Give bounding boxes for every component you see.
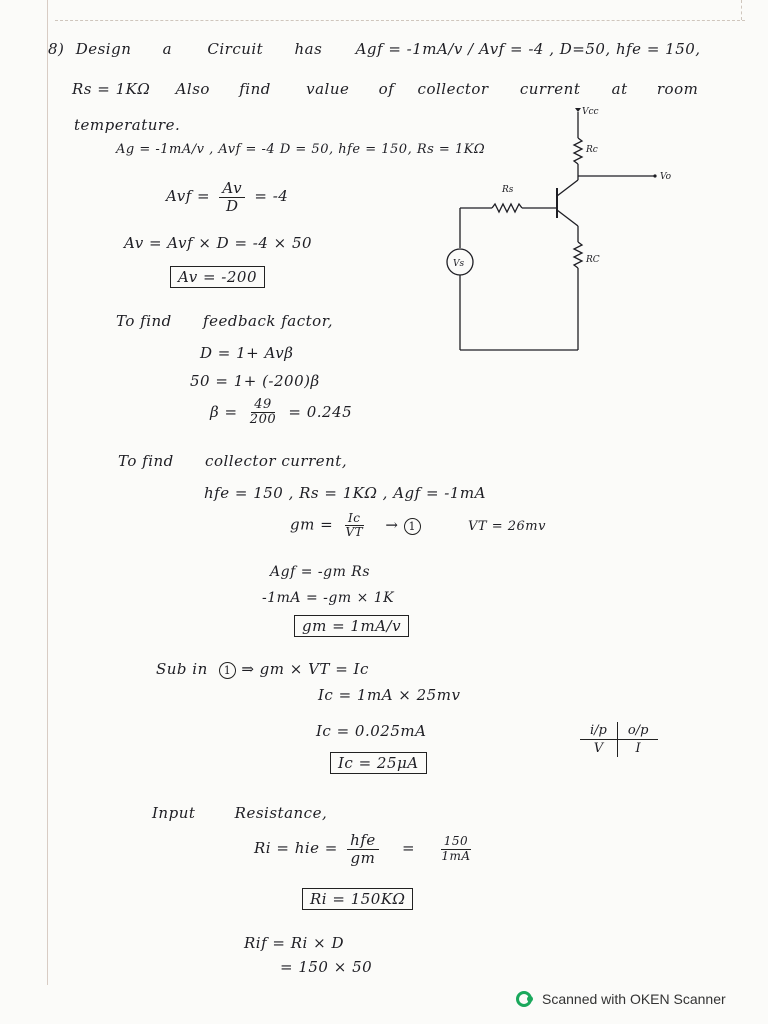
equation-number-1: 1 — [404, 518, 421, 535]
ri-fraction-1: $\frac{\text{hfe}}{gm}$ — [347, 832, 379, 866]
vcc-arrow-icon — [575, 108, 581, 112]
ri-result-box: Ri = 150KΩ — [302, 888, 413, 910]
ri-equation: Ri = hie = $\frac{\text{hfe}}{gm}$ = $\frac{150}{1mA}$ — [254, 832, 478, 866]
io-table — [580, 722, 658, 757]
top-rule — [55, 20, 745, 21]
margin-line — [47, 0, 48, 985]
given-values: Ag = -1mA/v , Avf = -4 D = 50, hfe = 150, Rs = 1KΩ — [116, 142, 486, 157]
gm-result-box: gm = 1mA/v — [294, 615, 409, 637]
output-terminal-icon — [653, 174, 656, 177]
transistor-collector — [557, 180, 578, 196]
feedback-heading: To find feedback factor, — [116, 312, 334, 330]
avf-fraction: $\frac{Av}{D}$ — [219, 180, 245, 214]
question-line-1: 8) Design a Circuit has Agf = -1mA/v / Avf = -4 , D=50, hfe = 150, — [48, 40, 701, 58]
vs-label: Vs — [453, 259, 465, 269]
ic-equation-2: Ic = 0.025mA — [316, 722, 427, 740]
ic-equation-1: Ic = 1mA × 25mv — [318, 686, 461, 704]
ri-fraction-2: $\frac{150}{1mA}$ — [441, 834, 471, 863]
re-label: RC — [586, 255, 600, 265]
rc-top-resistor — [574, 138, 582, 164]
transistor-emitter — [557, 210, 578, 226]
equation-number-1-ref: 1 — [219, 662, 236, 679]
gm-equation: gm = $\frac{Ic}{VT}$ → 1 VT = 26mv — [290, 511, 546, 540]
input-resistance-heading: Input Resistance, — [152, 804, 328, 822]
rs-label: Rs — [502, 185, 514, 195]
io-header-output: o/p — [617, 722, 658, 740]
circuit-diagram — [440, 100, 680, 362]
re-resistor — [574, 242, 582, 268]
question-line-3: temperature. — [74, 116, 181, 134]
params-line: hfe = 150 , Rs = 1KΩ , Agf = -1mA — [204, 484, 486, 502]
rs-resistor — [492, 204, 522, 212]
beta-fraction: $\frac{49}{200}$ — [249, 397, 277, 428]
d-equation: D = 1+ Avβ — [200, 344, 294, 362]
rif-equation-2: = 150 × 50 — [280, 958, 373, 976]
av-equation: Av = Avf × D = -4 × 50 — [124, 234, 313, 252]
oken-logo-icon — [516, 990, 534, 1008]
vo-label: Vo — [660, 172, 672, 182]
rif-equation-1: Rif = Ri × D — [244, 934, 344, 952]
beta-equation: β = $\frac{49}{200}$ = 0.245 — [210, 397, 353, 428]
avf-equation: Avf = $\frac{Av}{D}$ = -4 — [166, 179, 289, 215]
vcc-label: Vcc — [582, 107, 599, 117]
collector-heading: To find collector current, — [118, 452, 348, 470]
fifty-equation: 50 = 1+ (-200)β — [190, 372, 320, 390]
io-value-output: I — [635, 741, 641, 756]
scanner-watermark — [516, 990, 726, 1008]
ic-result-box: Ic = 25μA — [330, 752, 427, 774]
right-rule — [741, 0, 742, 20]
agf-equation: Agf = -gm Rs — [270, 564, 371, 580]
sub-equation: Sub in 1 ⇒ gm × VT = Ic — [156, 660, 369, 678]
io-header-input: i/p — [580, 722, 617, 740]
rc-top-label: Rc — [586, 145, 598, 155]
io-value-input: V — [580, 740, 617, 758]
gm-fraction: $\frac{Ic}{VT}$ — [345, 511, 364, 540]
question-number: 8) — [48, 40, 65, 58]
question-line-2: Rs = 1KΩ Also find value of collector current at room — [72, 80, 699, 98]
footer-text: Scanned with OKEN Scanner — [542, 991, 726, 1007]
av-result-box: Av = -200 — [170, 266, 265, 288]
neg1ma-equation: -1mA = -gm × 1K — [262, 590, 395, 606]
